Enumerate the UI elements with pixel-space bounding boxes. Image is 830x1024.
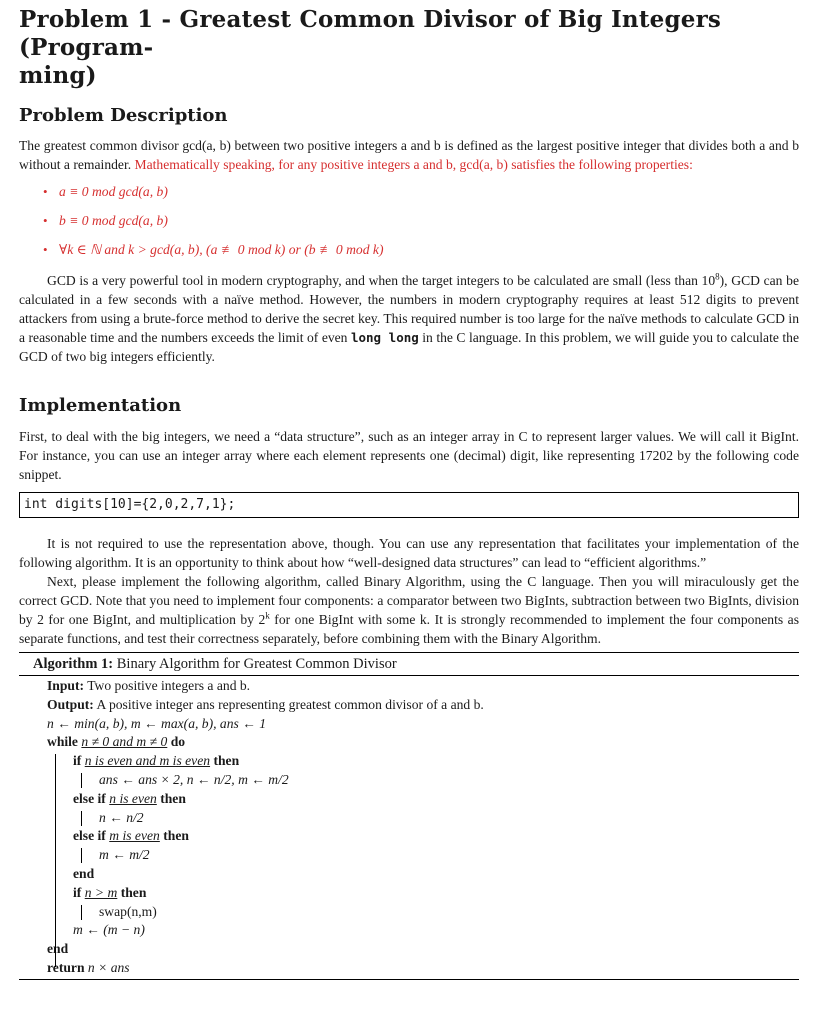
representation-paragraph: It is not required to use the representation above, though. You can use any representation that facilitates your implementation of the following algorithm. It is an opportunity to think about how “well-designed data structures” can lead to “efficient algorithms.” xyxy=(19,536,799,570)
algorithm-bottom-rule xyxy=(19,979,799,980)
section-heading-description: Problem Description xyxy=(19,105,228,126)
next-steps-paragraph: Next, please implement the following algorithm, called Binary Algorithm, using the C language. Then you will miraculously get the correct GCD. Note that you need to implement four components: a comparator between two BigInts, subtraction between two BigInts, division by 2 for one BigInt, and multiplication by 2$^k$ for one BigInt with some k. It is strongly recommended to implement the four components as separate functions, and test their correctness separately, before combining them with the Binary Algorithm. xyxy=(19,574,799,646)
return-line: return n × ans xyxy=(47,959,130,975)
end-if-line: end xyxy=(73,865,95,881)
if-even-both-line: if n is even and m is even then xyxy=(73,753,240,769)
else-if-m-even-body: m ← m/2 xyxy=(73,846,799,865)
end-while-line: end xyxy=(47,941,69,957)
algorithm-input-line: Input: Two positive integers a and b. xyxy=(47,678,251,693)
swap-line: swap(n,m) xyxy=(73,903,799,922)
algorithm-while-line: while n ≠ 0 and m ≠ 0 do xyxy=(47,734,186,750)
description-paragraph: The greatest common divisor gcd(a, b) between two positive integers a and b is defined as the largest positive integer that divides both a and b without a remainder. Mathematically speaking, for any positive integers a and b, gcd(a, b) satisfies the following properties: xyxy=(19,138,799,172)
while-scope-line xyxy=(55,754,56,967)
list-item: • ∀k ∈ ℕ and k > gcd(a, b), (a ≢ 0 mod k) or (b ≢ 0 mod k) xyxy=(43,242,384,257)
gcd-properties-list xyxy=(19,182,799,269)
page-title: Problem 1 - Greatest Common Divisor of Big Integers (Program- ming) xyxy=(19,6,722,89)
algorithm-body xyxy=(19,676,799,978)
subtract-line: m ← (m − n) xyxy=(73,922,145,938)
else-if-n-even-body: n ← n/2 xyxy=(73,809,799,828)
code-snippet-box: int digits[10]={2,0,2,7,1}; xyxy=(19,492,799,518)
algorithm-output-line: Output: A positive integer ans representing greatest common divisor of a and b. xyxy=(47,696,484,712)
if-even-both-body: ans ← ans × 2, n ← n/2, m ← m/2 xyxy=(73,771,799,790)
else-if-m-even-line: else if m is even then xyxy=(73,828,189,844)
else-if-n-even-line: else if n is even then xyxy=(73,790,186,806)
list-item: • b ≡ 0 mod gcd(a, b) xyxy=(43,213,168,228)
implementation-paragraph: First, to deal with the big integers, we need a “data structure”, such as an integer array in C to represent larger values. We will call it BigInt. For instance, you can use an integer array where each element represents one (decimal) digit, like representing 17202 by the following code snippet. xyxy=(19,429,799,482)
algorithm-header: Algorithm 1: Binary Algorithm for Greatest Common Divisor xyxy=(19,652,799,676)
algorithm-init-line: n ← min(a, b), m ← max(a, b), ans ← 1 xyxy=(47,715,266,731)
if-n-greater-m-line: if n > m then xyxy=(73,884,147,900)
document-page xyxy=(19,0,799,980)
gcd-motivation-paragraph: GCD is a very powerful tool in modern cryptography, and when the target integers to be calculated are small (less than $10^8$), GCD can be calculated in a few seconds with a naïve method. However, the numbers in modern cryptography requires at least 512 digits to prevent attackers from using a brute-force method to derive the secret key. This required number is too large for the naïve methods to calculate GCD in a reasonable time and the numbers exceeds the limit of even long long in the C language. In this problem, we will guide you to calculate the GCD of two big integers efficiently. xyxy=(19,271,799,364)
section-heading-implementation: Implementation xyxy=(19,395,182,416)
list-item: • a ≡ 0 mod gcd(a, b) xyxy=(43,184,168,199)
while-body xyxy=(47,752,799,940)
algorithm-block xyxy=(19,652,799,980)
